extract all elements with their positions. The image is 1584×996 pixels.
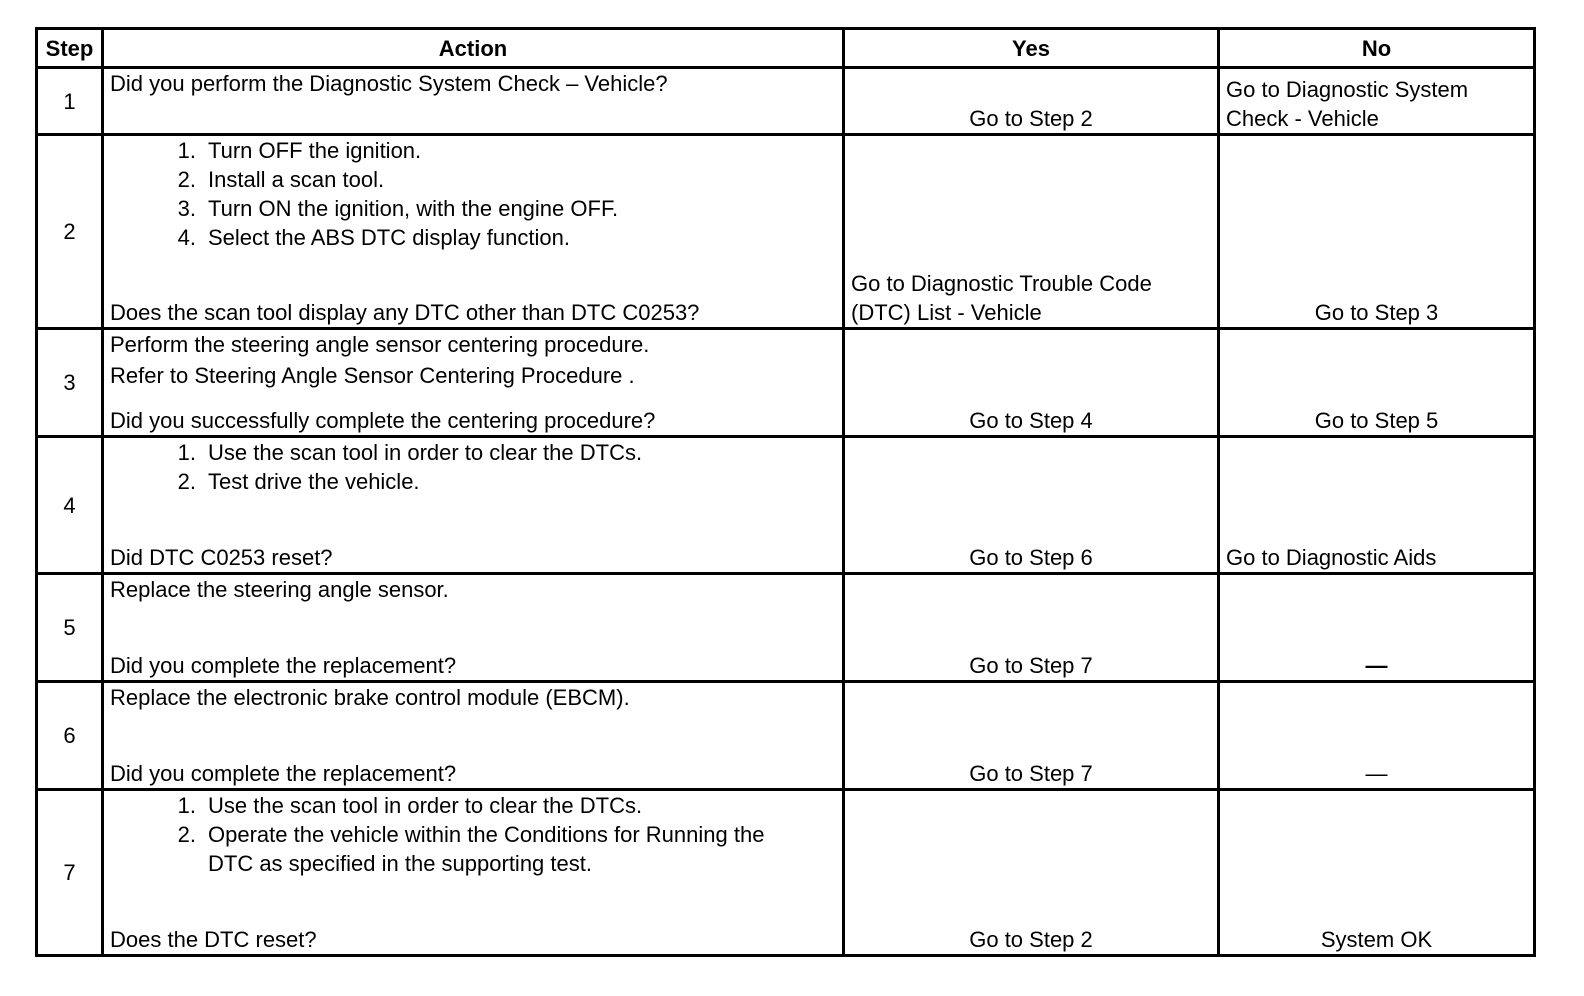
no-cell: —: [1219, 574, 1535, 682]
yes-cell: Go to Step 6: [844, 437, 1219, 574]
substep-item: 2. Test drive the vehicle.: [177, 469, 420, 494]
yes-text-line-1: Go to Diagnostic Trouble Code: [851, 271, 1152, 296]
action-text-line-1: Perform the steering angle sensor centering procedure.: [110, 332, 650, 357]
yes-cell: Go to Step 7: [844, 682, 1219, 790]
substep-item: 1. Use the scan tool in order to clear the DTCs.: [177, 793, 643, 818]
action-question: Did you complete the replacement?: [110, 761, 457, 786]
no-cell: Go to Step 3: [1219, 135, 1535, 329]
table-row-step-7: [37, 790, 1535, 956]
table-row-step-1: [37, 68, 1535, 135]
action-question: Did you successfully complete the centering procedure?: [110, 408, 656, 433]
no-cell: Go to Step 5: [1219, 329, 1535, 437]
action-cell: [103, 574, 844, 682]
action-text: Did you perform the Diagnostic System Check – Vehicle?: [110, 71, 668, 96]
action-cell: [103, 682, 844, 790]
substep-item: 2. Install a scan tool.: [177, 167, 385, 192]
step-number: 6: [37, 682, 103, 790]
no-cell: [1219, 68, 1535, 135]
substep-item: 2. Operate the vehicle within the Conditions for Running the DTC as specified in the supporting test.: [177, 822, 765, 876]
no-cell: Go to Diagnostic Aids: [1219, 437, 1535, 574]
no-cell: System OK: [1219, 790, 1535, 956]
step-number: 4: [37, 437, 103, 574]
header-step: Step: [37, 29, 103, 68]
table-row-step-5: [37, 574, 1535, 682]
yes-cell: Go to Step 4: [844, 329, 1219, 437]
action-question: Did DTC C0253 reset?: [110, 545, 333, 570]
action-text: Replace the steering angle sensor.: [110, 577, 449, 602]
substep-list: [110, 791, 836, 878]
diagnostic-table: [35, 27, 1536, 957]
yes-cell: [844, 135, 1219, 329]
header-row: [37, 29, 1535, 68]
step-number: 2: [37, 135, 103, 329]
no-cell: —: [1219, 682, 1535, 790]
table-row-step-4: [37, 437, 1535, 574]
yes-cell: Go to Step 2: [844, 68, 1219, 135]
action-cell: [103, 68, 844, 135]
action-question: Does the scan tool display any DTC other than DTC C0253?: [110, 300, 700, 325]
substep-item: 3. Turn ON the ignition, with the engine OFF.: [177, 196, 619, 221]
yes-text-line-2: (DTC) List - Vehicle: [851, 300, 1042, 325]
table-row-step-6: [37, 682, 1535, 790]
substep-list: [110, 438, 836, 496]
action-cell: [103, 790, 844, 956]
yes-cell: Go to Step 7: [844, 574, 1219, 682]
no-text-line-1: Go to Diagnostic System: [1226, 77, 1469, 102]
table-row-step-2: [37, 135, 1535, 329]
table-row-step-3: [37, 329, 1535, 437]
header-action: Action: [103, 29, 844, 68]
step-number: 3: [37, 329, 103, 437]
header-no: No: [1219, 29, 1535, 68]
header-yes: Yes: [844, 29, 1219, 68]
action-cell: [103, 135, 844, 329]
step-number: 1: [37, 68, 103, 135]
action-text-line-2: Refer to Steering Angle Sensor Centering Procedure .: [110, 363, 635, 388]
substep-item: 4. Select the ABS DTC display function.: [177, 225, 570, 250]
action-cell: [103, 437, 844, 574]
step-number: 7: [37, 790, 103, 956]
action-text: Replace the electronic brake control module (EBCM).: [110, 685, 630, 710]
yes-cell: Go to Step 2: [844, 790, 1219, 956]
step-number: 5: [37, 574, 103, 682]
no-text-line-2: Check - Vehicle: [1226, 106, 1379, 131]
action-question: Does the DTC reset?: [110, 927, 317, 952]
substep-list: [110, 136, 836, 252]
substep-item: 1. Use the scan tool in order to clear the DTCs.: [177, 440, 643, 465]
action-question: Did you complete the replacement?: [110, 653, 457, 678]
substep-item: 1. Turn OFF the ignition.: [177, 138, 422, 163]
action-cell: [103, 329, 844, 437]
